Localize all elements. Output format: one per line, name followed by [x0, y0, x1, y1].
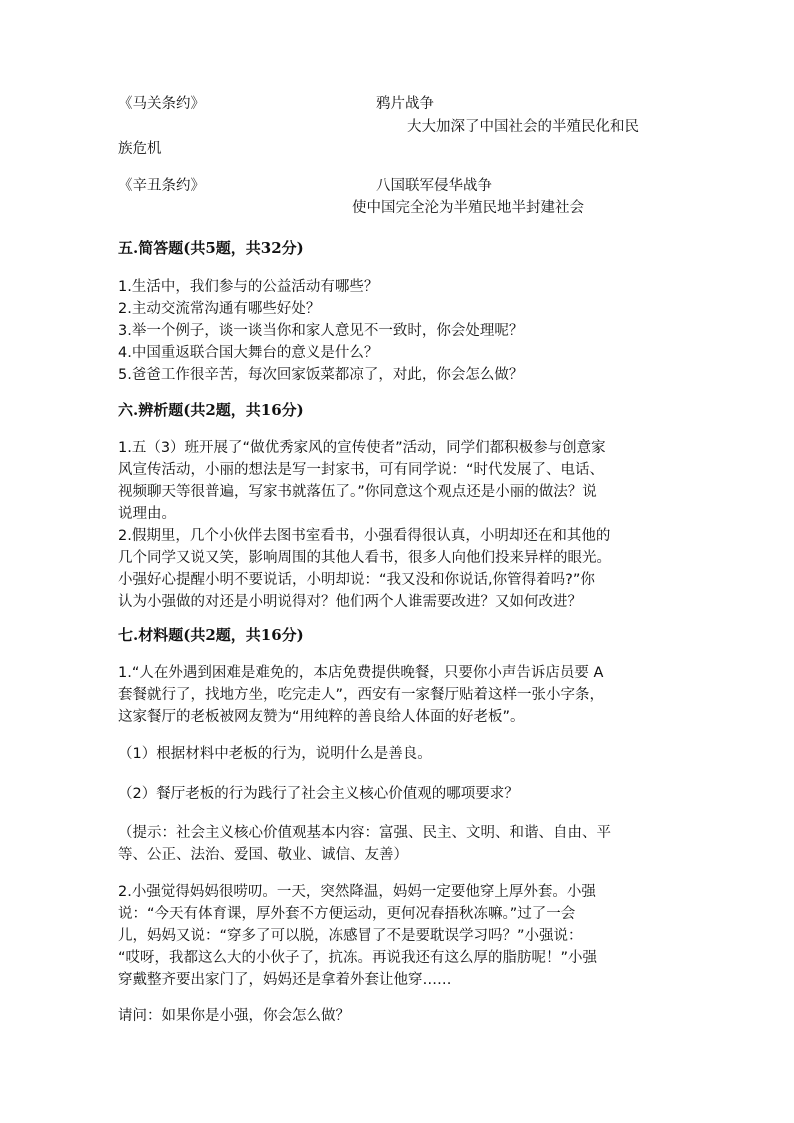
text-line: 小强好心提醒小明不要说话，小明却说：“我又没和你说话,你管得着吗?”你 [118, 572, 595, 588]
section7-q1 [118, 662, 678, 728]
matching-row2-treaty: 《辛丑条约》 [118, 178, 205, 194]
text-line: 视频聊天等很普遍，写家书就落伍了。”你同意这个观点还是小丽的做法？说 [118, 484, 597, 500]
matching-row1-treaty: 《马关条约》 [118, 96, 205, 112]
section7-q2 [118, 881, 678, 991]
text-line: 说：“今天有体育课，厚外套不方便运动，更何况春捂秋冻嘛。”过了一会 [118, 906, 576, 922]
matching-row1-war: 鸦片战争 [376, 96, 434, 112]
text-line: 2.小强觉得妈妈很唠叨。一天，突然降温，妈妈一定要他穿上厚外套。小强 [118, 884, 596, 900]
section5-question: 2.主动交流常沟通有哪些好处？ [118, 301, 321, 317]
section7-q1-hint [118, 822, 678, 866]
section6-q1 [118, 437, 678, 613]
section5-question: 5.爸爸工作很辛苦，每次回家饭菜都凉了，对此，你会怎么做？ [118, 367, 524, 383]
matching-row1-effect: 大大加深了中国社会的半殖民化和民 [407, 119, 639, 135]
section6-title: 六.辨析题(共2题，共16分) [118, 401, 304, 419]
matching-row1-effect-cont: 族危机 [118, 141, 162, 157]
text-line: 这家餐厅的老板被网友赞为“用纯粹的善良给人体面的好老板”。 [118, 709, 525, 725]
matching-row2-effect: 使中国完全沦为半殖民地半封建社会 [352, 200, 584, 216]
text-line: 认为小强做的对还是小明说得对？他们两个人谁需要改进？又如何改进？ [118, 594, 582, 610]
text-line: 套餐就行了，找地方坐，吃完走人”，西安有一家餐厅贴着这样一张小字条， [118, 687, 605, 703]
text-line: 1.“人在外遇到困难是难免的，本店免费提供晚餐，只要你小声告诉店员要 A [118, 665, 604, 681]
text-line: 等、公正、法治、爱国、敬业、诚信、友善） [118, 847, 408, 863]
text-line: （提示：社会主义核心价值观基本内容：富强、民主、文明、和谐、自由、平 [118, 825, 611, 841]
section7-q1-sub2: （2）餐厅老板的行为践行了社会主义核心价值观的哪项要求？ [118, 786, 519, 802]
text-line: 说理由。 [118, 506, 176, 522]
section5-question: 3.举一个例子，谈一谈当你和家人意见不一致时，你会处理呢？ [118, 323, 524, 339]
section7-title: 七.材料题(共2题，共16分) [118, 626, 304, 644]
section5-questions [118, 276, 678, 386]
text-line: “哎呀，我都这么大的小伙子了，抗冻。再说我还有这么厚的脂肪呢！”小强 [118, 950, 598, 966]
text-line: 风宣传活动，小丽的想法是写一封家书，可有同学说：“时代发展了、电话、 [118, 462, 605, 478]
section7-q2-question: 请问：如果你是小强，你会怎么做？ [118, 1008, 350, 1024]
section5-title: 五.简答题(共5题，共32分) [118, 239, 304, 257]
text-line: 2.假期里，几个小伙伴去图书室看书，小强看得很认真，小明却还在和其他的 [118, 528, 611, 544]
matching-row2-war: 八国联军侵华战争 [376, 178, 492, 194]
text-line: 穿戴整齐要出家门了，妈妈还是拿着外套让他穿…… [118, 972, 452, 988]
text-line: 儿，妈妈又说：“穿多了可以脱，冻感冒了不是要耽误学习吗？”小强说： [118, 928, 583, 944]
section5-question: 4.中国重返联合国大舞台的意义是什么？ [118, 345, 379, 361]
section7-q1-sub1: （1）根据材料中老板的行为，说明什么是善良。 [118, 746, 432, 762]
text-line: 1.五（3）班开展了“做优秀家风的宣传使者”活动，同学们都积极参与创意家 [118, 440, 606, 456]
text-line: 几个同学又说又笑，影响周围的其他人看书，很多人向他们投来异样的眼光。 [118, 550, 611, 566]
section5-question: 1.生活中，我们参与的公益活动有哪些？ [118, 279, 379, 295]
